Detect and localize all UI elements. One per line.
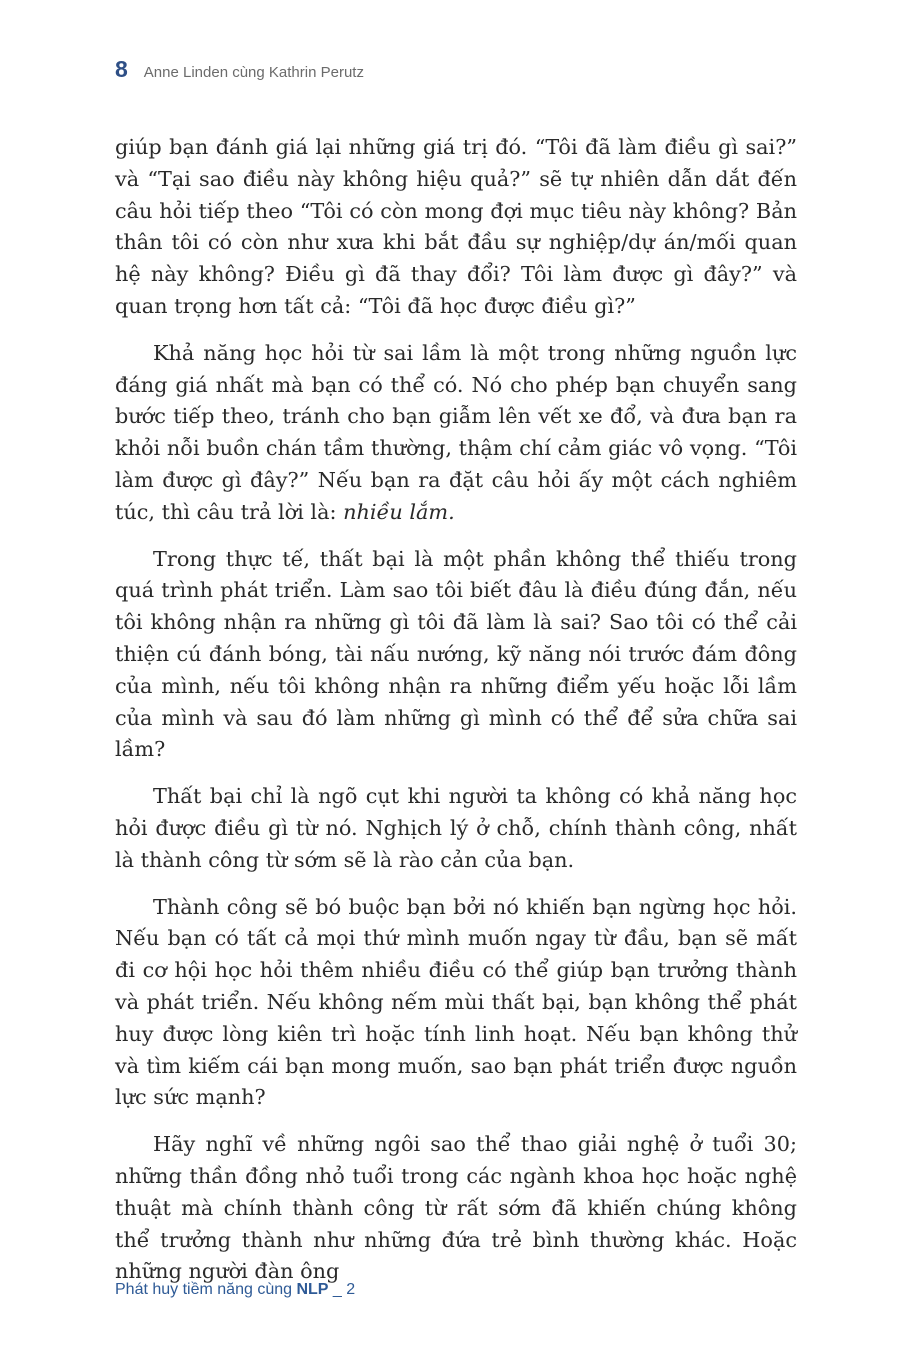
paragraph-text: Khả năng học hỏi từ sai lầm là một trong những nguồn lực đáng giá nhất mà bạn có thể có. Nó cho phép bạn chuyển sang bước tiếp theo, tránh cho bạn giẫm lên vết xe đổ, và đưa bạn ra khỏi nỗi buồn chán tầm thường, thậm chí cảm giác vô vọng. “Tôi làm được gì đây?” Nếu bạn ra đặt câu hỏi ấy một cách nghiêm túc, thì câu trả lời là: xyxy=(115,340,797,524)
emphasis-text: nhiều lắm. xyxy=(343,499,455,524)
body-text xyxy=(115,132,797,1303)
paragraph: Thành công sẽ bó buộc bạn bởi nó khiến bạn ngừng học hỏi. Nếu bạn có tất cả mọi thứ mình muốn ngay từ đầu, bạn sẽ mất đi cơ hội học hỏi thêm nhiều điều có thể giúp bạn trưởng thành và phát triển. Nếu không nếm mùi thất bại, bạn không thể phát huy được lòng kiên trì hoặc tính linh hoạt. Nếu bạn không thử và tìm kiếm cái bạn mong muốn, sao bạn phát triển được nguồn lực sức mạnh? xyxy=(115,894,797,1110)
paragraph xyxy=(115,338,797,529)
running-footer xyxy=(115,1281,355,1299)
series-title: Phát huy tiềm năng cùng xyxy=(115,1281,297,1298)
page-number: 8 xyxy=(115,56,128,82)
paragraph: Hãy nghĩ về những ngôi sao thể thao giải nghệ ở tuổi 30; những thần đồng nhỏ tuổi trong các ngành khoa học hoặc nghệ thuật mà chính thành công từ rất sớm đã khiến chúng không thể trưởng thành như những đứa trẻ bình thường khác. Hoặc những người đàn ông xyxy=(115,1132,797,1284)
series-number: _ 2 xyxy=(328,1281,356,1298)
running-title: Anne Linden cùng Kathrin Perutz xyxy=(143,64,364,81)
running-header xyxy=(115,56,364,83)
paragraph-continued: giúp bạn đánh giá lại những giá trị đó. “Tôi đã làm điều gì sai?” và “Tại sao điều này không hiệu quả?” sẽ tự nhiên dẫn dắt đến câu hỏi tiếp theo “Tôi có còn mong đợi mục tiêu này không? Bản thân tôi có còn như xưa khi bắt đầu sự nghiệp/dự án/mối quan hệ này không? Điều gì đã thay đổi? Tôi làm được gì đây?” và quan trọng hơn tất cả: “Tôi đã học được điều gì?” xyxy=(115,135,797,318)
paragraph: Thất bại chỉ là ngõ cụt khi người ta không có khả năng học hỏi được điều gì từ nó. Nghịch lý ở chỗ, chính thành công, nhất là thành công từ sớm sẽ là rào cản của bạn. xyxy=(115,784,797,872)
paragraph: Trong thực tế, thất bại là một phần không thể thiếu trong quá trình phát triển. Làm sao tôi biết đâu là điều đúng đắn, nếu tôi không nhận ra những gì tôi đã làm là sai? Sao tôi có thể cải thiện cú đánh bóng, tài nấu nướng, kỹ năng nói trước đám đông của mình, nếu tôi không nhận ra những điểm yếu hoặc lỗi lầm của mình và sau đó làm những gì mình có thể để sửa chữa sai lầm? xyxy=(115,546,797,762)
series-brand: NLP xyxy=(296,1281,329,1298)
